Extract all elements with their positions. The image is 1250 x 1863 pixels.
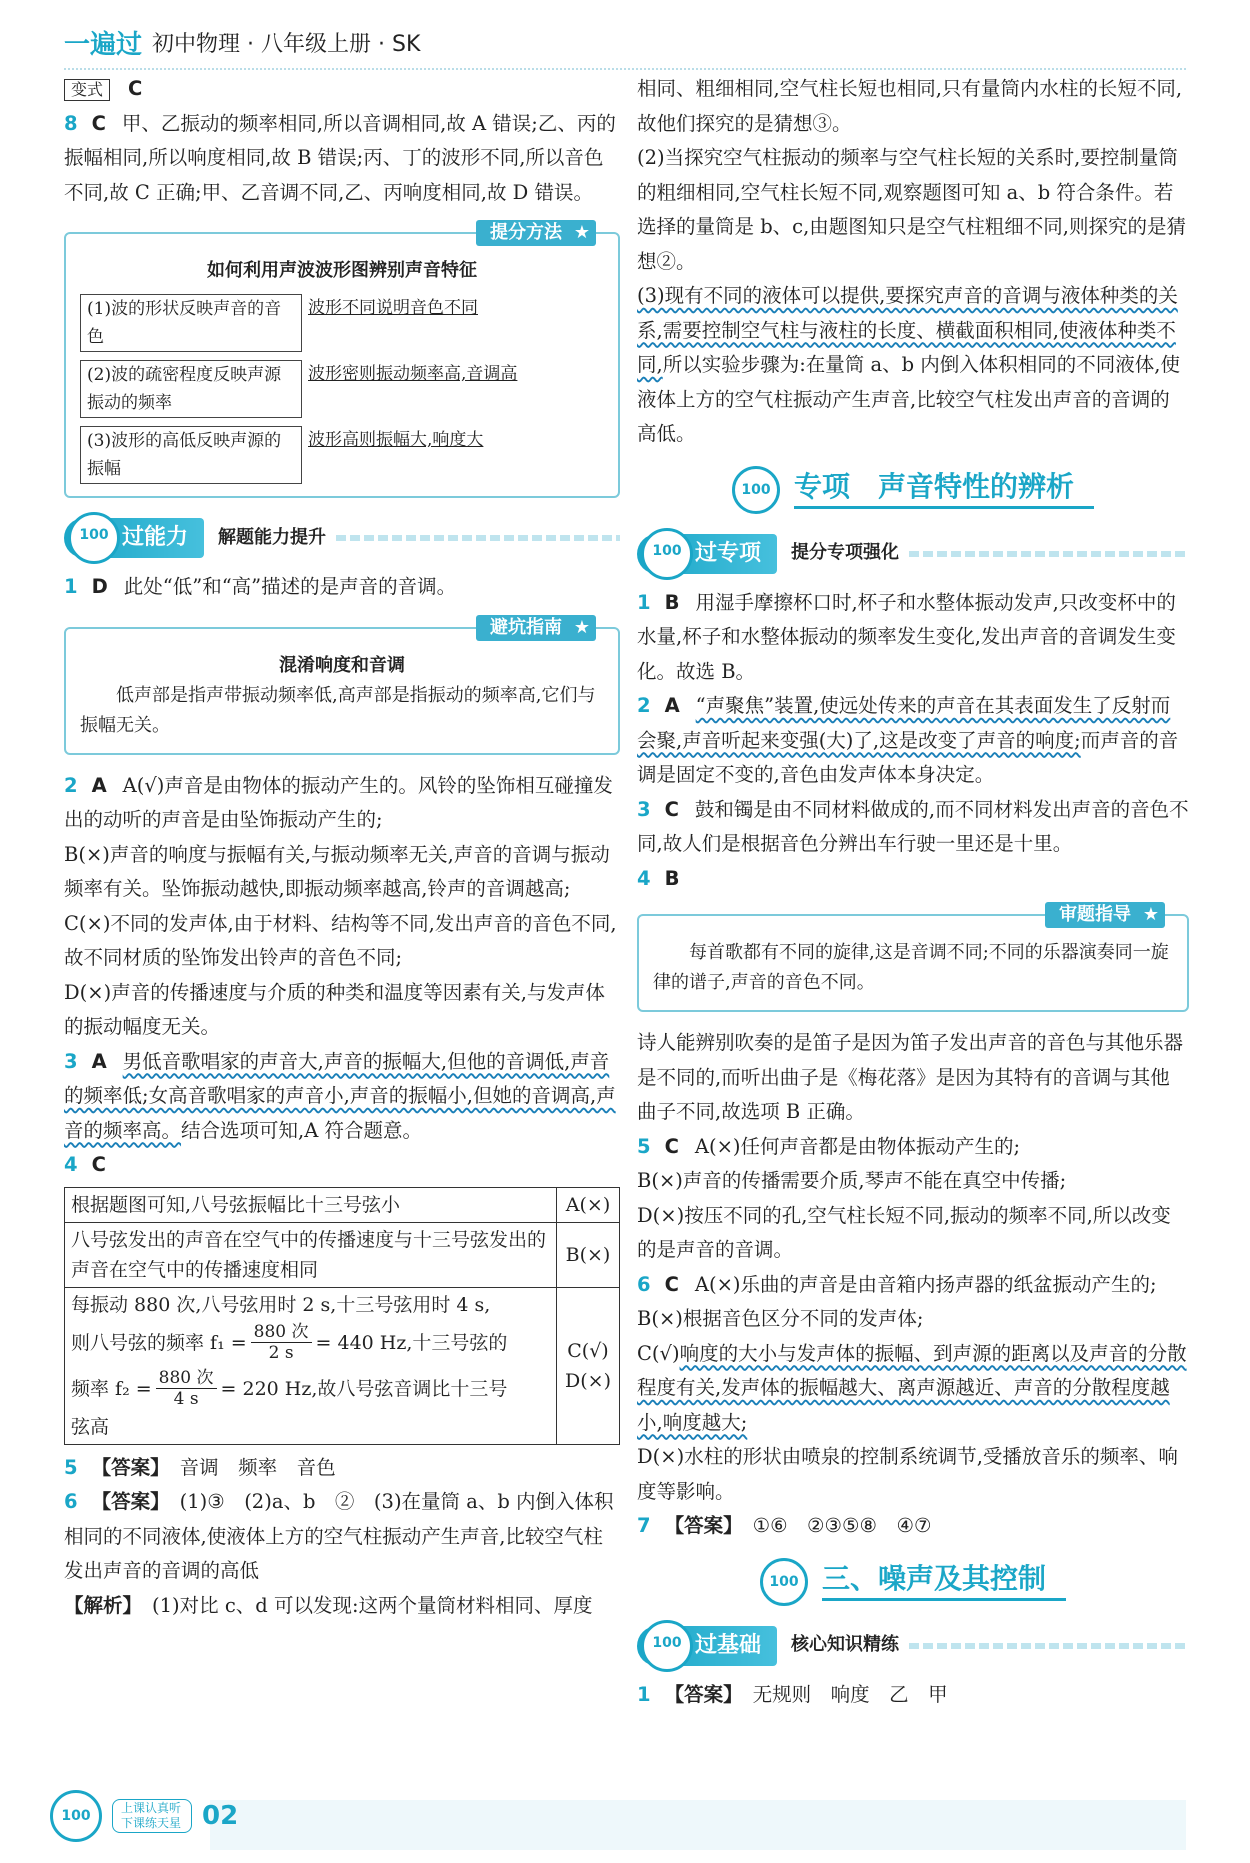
header-divider bbox=[64, 68, 1186, 70]
left-column bbox=[64, 72, 620, 1623]
mascot-icon: 100 bbox=[641, 1620, 693, 1672]
special-4-text: 诗人能辨别吹奏的是笛子是因为笛子发出声音的音色与其他乐器是不同的,而听出曲子是《梅花落》是因为其特有的音调与其他曲子不同,故选项 B 正确。 bbox=[637, 1031, 1184, 1123]
q4-table bbox=[64, 1187, 620, 1445]
special-5: 5 C A(×)任何声音都是由物体振动产生的; bbox=[637, 1134, 1021, 1158]
page-footer bbox=[50, 1790, 238, 1842]
question-3: 3 A 男低音歌唱家的声音大,声音的振幅大,但他的音调低,声音的频率低;女高音歌唱家的声音小,声音的振幅小,但她的音调高,声音的频率高。结合选项可知,A 符合题意。 bbox=[64, 1049, 616, 1142]
section-title: 过能力 bbox=[122, 525, 189, 550]
table-row: 每振动 880 次,八号弦用时 2 s,十三号弦用时 4 s, 则八号弦的频率 f₁ = 880 次 2 s = 440 Hz,十三号弦的 频率 f₂ = 880 次 4 s = 220 Hz,故八号弦音调比十三号 弦高 C(√) D(×) bbox=[65, 1287, 620, 1444]
chapter-heading: 100 三、噪声及其控制 bbox=[637, 1558, 1189, 1606]
special-1: 1 B 用湿手摩擦杯口时,杯子和水整体振动发声,只改变杯中的水量,杯子和水整体振动的频率发生变化,发出声音的音调发生变化。故选 B。 bbox=[637, 590, 1176, 683]
question-4: 4 C bbox=[64, 1153, 106, 1176]
q2-option-c: C(×)不同的发声体,由于材料、结构等不同,发出声音的音色不同,故不同材质的坠饰发出铃声的音色不同; bbox=[64, 911, 617, 969]
pitfall-box bbox=[64, 616, 620, 755]
page-number: 02 bbox=[202, 1801, 239, 1831]
question-1: 1 D 此处“低”和“高”描述的是声音的音调。 bbox=[64, 575, 457, 598]
footer-motto: 上课认真听 下课练天星 bbox=[112, 1799, 192, 1833]
review-tag: 审题指导 ★ bbox=[1045, 902, 1165, 928]
mascot-icon: 100 bbox=[760, 1558, 808, 1606]
special-3: 3 C 鼓和镯是由不同材料做成的,而不同材料发出声音的音色不同,故人们是根据音色分辨出车行驶一里还是十里。 bbox=[637, 797, 1189, 855]
method-row: (3)波形的高低反映声源的振幅 波形高则振幅大,响度大 bbox=[80, 426, 604, 484]
analysis: 【解析】 (1)对比 c、d 可以发现:这两个量筒材料相同、厚度 bbox=[64, 1593, 593, 1617]
analysis-cont-3: (3)现有不同的液体可以提供,要探究声音的音调与液体种类的关系,需要控制空气柱与液柱的长度、横截面积相同,使液体种类不同,所以实验步骤为:在量筒 a、b 内倒入体积相同的不同液体,使液体上方的空气柱振动产生声音,比较空气柱发出声音的音调的高低。 bbox=[637, 284, 1180, 445]
method-row: (1)波的形状反映声音的音色 波形不同说明音色不同 bbox=[80, 294, 604, 352]
pitfall-tag: 避坑指南 ★ bbox=[476, 615, 596, 641]
review-body: 每首歌都有不同的旋律,这是音调不同;不同的乐器演奏同一旋律的谱子,声音的音色不同。 bbox=[653, 942, 1169, 993]
table-row: 根据题图可知,八号弦振幅比十三号弦小 A(×) bbox=[65, 1187, 620, 1222]
analysis-cont-1: 相同、粗细相同,空气柱长短也相同,只有量筒内水柱的长短不同,故他们探究的是猜想③。 bbox=[637, 77, 1183, 135]
special-6: 6 C A(×)乐曲的声音是由音箱内扬声器的纸盆振动产生的; bbox=[637, 1272, 1157, 1296]
mascot-icon: 100 bbox=[68, 512, 120, 564]
section-special bbox=[637, 532, 1189, 576]
section-subtitle: 核心知识精练 bbox=[791, 1634, 900, 1656]
pitfall-title: 混淆响度和音调 bbox=[279, 654, 405, 676]
special-4: 4 B bbox=[637, 866, 680, 890]
pitfall-body: 低声部是指声带振动频率低,高声部是指振动的频率高,它们与振幅无关。 bbox=[80, 684, 596, 736]
q2-option-d: D(×)声音的传播速度与介质的种类和温度等因素有关,与发声体的振动幅度无关。 bbox=[64, 980, 605, 1038]
right-column: 相同、粗细相同,空气柱长短也相同,只有量筒内水柱的长短不同,故他们探究的是猜想③。 (2)当探究空气柱振动的频率与空气柱长短的关系时,要控制量筒的粗细相同,空气柱长短不同,观察题图可知 a、b 符合条件。若选择的量筒是 b、c,由题图知只是空气柱粗细不同,则探究的是猜想②。 (3)现有不同的液体可以提供,要探究声音的音调与液体种类的关系,需要控制空气柱与液柱的长度、横截面积相同,使液体种类不同,所以实验步骤为:在量筒 a、b 内倒入体积相同的不同液体,使液体上方的空气柱振动产生声音,比较空气柱发出声音的音调的高低。 100 专项 声音特性的辨析 100 过专项 提分专项强化 1 B 用湿手摩擦杯口时,杯子和水整体振动发声,只改变杯中的水量,杯子和水整体振动的频率发生变化,发出声音的音调发生变化。故选 B。 2 A “声聚焦”装置,使远处传来的声音在其表面发生了反射而会聚,声音听起来变强(大)了,这是改变了声音的响度;而声音的音调是固定不变的,音色由发声体本身决定。 3 C 鼓和镯是由不同材料做成的,而不同材料发出声音的音色不同,故人们是根据音色分辨出车行驶一里还是十里。 4 B 审题指导 ★ 每首歌都有不同的旋律,这是音调不同;不同的乐器演奏同一旋律的谱子,声音的音色不同。 诗人能辨别吹奏的是笛子是因为笛子发出声音的音色与其他乐器是不同的,而听出曲子是《梅花落》是因为其特有的音调与其他曲子不同,故选项 B 正确。 5 C A(×)任何声音都是由物体振动产生的; B(×)声音的传播需要介质,琴声不能在真空中传播; D(×)按压不同的孔,空气柱长短不同,振动的频率不同,所以改变的是声音的音调。 6 C A(×)乐曲的声音是由音箱内扬声器的纸盆振动产生的; B(×)根据音色区分不同的发声体; C(√)响度的大小与发声体的振幅、到声源的距离以及声音的分散程度有关,发声体的振幅越大、离声源越近、声音的分散程度越小,响度越大; D(×)水柱的形状由喷泉的控制系统调节,受播放音乐的频率、响度等影响。 7 【答案】 ①⑥ ②③⑤⑧ ④⑦ 100 三、噪声及其控制 100 过基础 核心知识精练 1 【答案】 无规则 响度 乙 甲 bbox=[637, 72, 1189, 1712]
basic-1: 1 【答案】 无规则 响度 乙 甲 bbox=[637, 1682, 948, 1706]
fraction-f1: 880 次 2 s bbox=[251, 1322, 312, 1363]
variant-tag: 变式 bbox=[64, 79, 110, 101]
question-6: 6 【答案】 (1)③ (2)a、b ② (3)在量筒 a、b 内倒入体积相同的不同液体,使液体上方的空气柱振动产生声音,比较空气柱发出声音的音调的高低 bbox=[64, 1490, 614, 1582]
method-tag: 提分方法 ★ bbox=[476, 220, 596, 246]
special-7: 7 【答案】 ①⑥ ②③⑤⑧ ④⑦ bbox=[637, 1514, 932, 1537]
table-row: 八号弦发出的声音在空气中的传播速度与十三号弦发出的声音在空气中的传播速度相同 B(×) bbox=[65, 1222, 620, 1287]
review-box bbox=[637, 904, 1189, 1012]
page-header bbox=[64, 20, 420, 64]
special-2: 2 A “声聚焦”装置,使远处传来的声音在其表面发生了反射而会聚,声音听起来变强(大)了,这是改变了声音的响度;而声音的音调是固定不变的,音色由发声体本身决定。 bbox=[637, 694, 1179, 786]
method-box bbox=[64, 222, 620, 498]
book-subtitle: 初中物理 · 八年级上册 · SK bbox=[152, 31, 421, 57]
mascot-icon: 100 bbox=[641, 528, 693, 580]
method-title: 如何利用声波波形图辨别声音特征 bbox=[207, 260, 477, 281]
section-subtitle: 提分专项强化 bbox=[791, 542, 900, 564]
mascot-icon: 100 bbox=[50, 1790, 102, 1842]
section-subtitle: 解题能力提升 bbox=[218, 526, 327, 548]
question-5: 5 【答案】 音调 频率 音色 bbox=[64, 1455, 336, 1479]
question-2: 2 A A(√)声音是由物体的振动产生的。风铃的坠饰相互碰撞发出的动听的声音是由坠饰振动产生的; bbox=[64, 773, 613, 831]
footer-band bbox=[210, 1800, 1186, 1850]
section-basic bbox=[637, 1624, 1189, 1668]
section-title: 过专项 bbox=[695, 540, 762, 566]
variant-answer: 变式 C bbox=[64, 72, 620, 107]
section-ability bbox=[64, 516, 620, 560]
method-row: (2)波的疏密程度反映声源振动的频率 波形密则振动频率高,音调高 bbox=[80, 360, 604, 418]
q2-option-b: B(×)声音的响度与振幅有关,与振动频率无关,声音的音调与振动频率有关。坠饰振动越快,即振动频率越高,铃声的音调越高; bbox=[64, 842, 610, 900]
fraction-f2: 880 次 4 s bbox=[156, 1368, 217, 1409]
topic-heading: 100 专项 声音特性的辨析 bbox=[637, 466, 1189, 514]
analysis-cont-2: (2)当探究空气柱振动的频率与空气柱长短的关系时,要控制量筒的粗细相同,空气柱长短不同,观察题图可知 a、b 符合条件。若选择的量筒是 b、c,由题图知只是空气柱粗细不同,则探究的是猜想②。 bbox=[637, 146, 1186, 273]
section-title: 过基础 bbox=[695, 1632, 762, 1658]
brand-logo: 一遍过 bbox=[64, 29, 143, 60]
question-8: 8 C 甲、乙振动的频率相同,所以音调相同,故 A 错误;乙、丙的振幅相同,所以响度相同,故 B 错误;丙、丁的波形不同,所以音色不同,故 C 正确;甲、乙音调不同,乙、丙响度相同,故 D 错误。 bbox=[64, 111, 616, 204]
mascot-icon: 100 bbox=[732, 466, 780, 514]
